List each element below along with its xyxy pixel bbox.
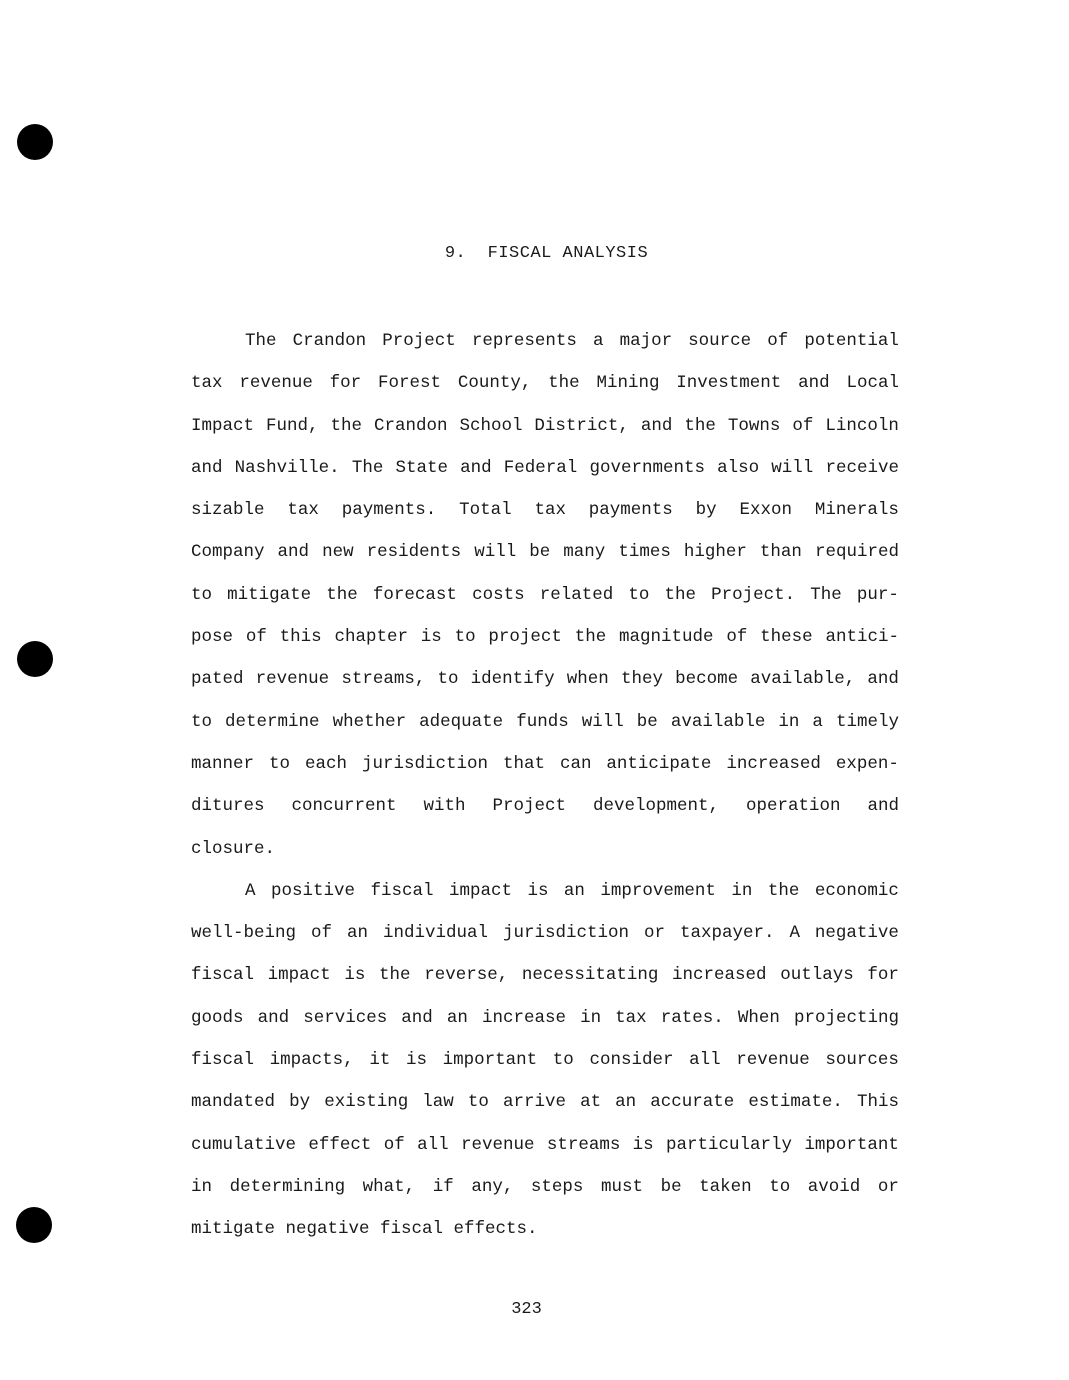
word: a — [812, 711, 823, 732]
word: economic — [814, 880, 899, 901]
word: concurrent — [291, 796, 397, 817]
word: residents — [366, 542, 462, 563]
word: must — [600, 1176, 643, 1197]
word: project — [488, 627, 562, 648]
word: the — [330, 415, 362, 436]
word: they — [620, 669, 663, 690]
text-line — [191, 362, 899, 404]
word: can — [559, 753, 592, 774]
text-line — [191, 1124, 899, 1166]
word: the — [548, 373, 580, 394]
word: determining — [229, 1176, 346, 1197]
word: negative — [285, 1219, 370, 1240]
punch-hole — [17, 641, 53, 677]
word: Project. — [711, 584, 796, 605]
word: fiscal — [191, 1050, 255, 1071]
word: antici- — [825, 627, 899, 648]
word: to — [268, 753, 290, 774]
word: is — [420, 627, 442, 648]
word: pur- — [856, 584, 899, 605]
word: Federal — [503, 457, 578, 478]
word: impact — [267, 965, 331, 986]
word: when — [566, 669, 609, 690]
word: Project — [382, 331, 456, 351]
word: avoid — [807, 1176, 861, 1197]
word: related — [539, 584, 614, 605]
word: and — [867, 796, 899, 817]
text-line — [191, 870, 899, 912]
word: higher — [683, 542, 747, 563]
word: all — [417, 1134, 449, 1155]
word: closure. — [191, 838, 276, 859]
chapter-heading: 9. FISCAL ANALYSIS — [444, 244, 649, 263]
word: consider — [589, 1050, 674, 1071]
text-line — [191, 743, 899, 785]
word: anticipate — [606, 753, 712, 774]
word: potential — [804, 331, 899, 351]
word: in — [580, 1007, 602, 1028]
word: impact — [448, 880, 512, 901]
word: Nashville. — [234, 457, 340, 478]
word: steps — [530, 1176, 584, 1197]
word: the — [767, 880, 800, 901]
word: jurisdiction — [502, 923, 629, 944]
word: School — [459, 415, 523, 436]
word: well-being — [191, 923, 297, 944]
word: manner — [191, 753, 255, 774]
word: County, — [457, 373, 532, 394]
word: to — [467, 1092, 489, 1113]
paragraph-2 — [191, 870, 899, 1251]
word: with — [423, 796, 466, 817]
word: Mining — [596, 373, 660, 394]
word: of — [311, 923, 333, 944]
word: all — [689, 1050, 721, 1071]
word: an — [615, 1092, 637, 1113]
word: the — [326, 584, 358, 605]
word: Project — [492, 796, 566, 817]
word: this — [279, 627, 322, 648]
word: the — [684, 415, 716, 436]
text-line — [191, 828, 899, 870]
word: an — [346, 923, 368, 944]
word: by — [695, 500, 717, 521]
word: whether — [332, 711, 407, 732]
word: in — [191, 1176, 213, 1197]
word: for — [867, 965, 899, 986]
word: individual — [382, 923, 488, 944]
word: reverse, — [424, 965, 509, 986]
text-line — [191, 997, 899, 1039]
word: increased — [672, 965, 767, 986]
word: expen- — [835, 753, 899, 774]
text-line — [191, 1081, 899, 1123]
word: each — [304, 753, 347, 774]
word: be — [529, 542, 551, 563]
word: Minerals — [814, 500, 899, 521]
word: that — [502, 753, 545, 774]
word: in — [778, 711, 800, 732]
word: the — [379, 965, 411, 986]
word: of — [767, 331, 789, 351]
word: will — [771, 457, 814, 478]
word: identify — [470, 669, 555, 690]
word: timely — [835, 711, 899, 732]
word: these — [760, 627, 813, 648]
word: important — [442, 1050, 538, 1071]
word: positive — [270, 880, 355, 901]
text-line — [191, 574, 899, 616]
word: outlays — [780, 965, 854, 986]
text-line — [191, 1208, 899, 1250]
text-line — [191, 447, 899, 489]
word: operation — [745, 796, 841, 817]
word: revenue — [460, 1134, 535, 1155]
word: new — [322, 542, 354, 563]
word: many — [563, 542, 606, 563]
word: funds — [516, 711, 569, 732]
word: taxpayer. — [679, 923, 775, 944]
text-line — [191, 912, 899, 954]
word: is — [405, 1050, 427, 1071]
text-line — [191, 531, 899, 573]
word: increased — [726, 753, 821, 774]
word: payments. — [341, 500, 437, 521]
word: fiscal — [370, 880, 434, 901]
word: and — [277, 542, 310, 563]
text-line — [191, 701, 899, 743]
word: or — [877, 1176, 899, 1197]
word: governments — [589, 457, 705, 478]
word: major — [619, 331, 673, 351]
word: to — [437, 669, 459, 690]
word: development, — [592, 796, 719, 817]
word: to — [191, 711, 213, 732]
word: is — [527, 880, 549, 901]
word: taken — [699, 1176, 752, 1197]
word: for — [329, 373, 362, 394]
word: rates. — [660, 1007, 724, 1028]
punch-hole — [16, 1207, 52, 1243]
word: arrive — [502, 1092, 566, 1113]
word: When — [737, 1007, 780, 1028]
word: of — [792, 415, 814, 436]
word: at — [580, 1092, 602, 1113]
word: times — [618, 542, 671, 563]
word: Total — [459, 500, 512, 521]
word: of — [726, 627, 748, 648]
word: will — [581, 711, 624, 732]
word: costs — [472, 584, 525, 605]
word: of — [245, 627, 267, 648]
word: available — [670, 711, 766, 732]
word: A — [789, 923, 800, 944]
word: to — [769, 1176, 791, 1197]
word: Forest — [377, 373, 441, 394]
word: improvement — [600, 880, 716, 901]
word: revenue — [239, 373, 313, 394]
word: tax — [615, 1007, 647, 1028]
word: will — [474, 542, 517, 563]
word: effects. — [453, 1219, 538, 1240]
word: forecast — [372, 584, 457, 605]
word: magnitude — [619, 627, 714, 648]
text-line — [191, 616, 899, 658]
word: is — [344, 965, 366, 986]
word: negative — [814, 923, 899, 944]
word: an — [563, 880, 585, 901]
text-line — [191, 1166, 899, 1208]
text-line — [191, 658, 899, 700]
word: to — [191, 584, 213, 605]
word: be — [660, 1176, 682, 1197]
word: tax — [287, 500, 319, 521]
word: if — [432, 1176, 454, 1197]
text-line — [191, 405, 899, 447]
word: to — [628, 584, 650, 605]
word: a — [592, 331, 604, 351]
word: existing — [324, 1092, 409, 1113]
word: and — [640, 415, 673, 436]
word: of — [383, 1134, 405, 1155]
word: District, — [534, 415, 629, 436]
word: The — [245, 331, 277, 351]
word: become — [675, 669, 739, 690]
word: tax — [191, 373, 223, 394]
word: fiscal — [380, 1219, 444, 1240]
word: The — [810, 584, 842, 605]
word: an — [446, 1007, 468, 1028]
word: mitigate — [227, 584, 312, 605]
word: to — [454, 627, 476, 648]
text-line — [191, 785, 899, 827]
word: tax — [534, 500, 566, 521]
word: Company — [191, 542, 265, 563]
word: Impact — [191, 415, 255, 436]
word: Crandon — [373, 415, 448, 436]
word: required — [814, 542, 899, 563]
word: receive — [825, 457, 899, 478]
word: increase — [481, 1007, 566, 1028]
body-text — [191, 320, 899, 1251]
word: pose — [191, 627, 234, 648]
word: revenue — [736, 1050, 810, 1071]
word: State — [395, 457, 448, 478]
word: and — [191, 457, 223, 478]
word: or — [643, 923, 665, 944]
word: Local — [846, 373, 899, 394]
word: chapter — [334, 627, 408, 648]
word: source — [688, 331, 752, 351]
word: This — [856, 1092, 899, 1113]
word: payments — [588, 500, 673, 521]
word: A — [245, 880, 256, 901]
word: to — [552, 1050, 574, 1071]
punch-hole — [17, 124, 53, 160]
text-line — [191, 489, 899, 531]
word: determine — [225, 711, 320, 732]
word: effect — [308, 1134, 372, 1155]
word: impacts, — [269, 1050, 354, 1071]
word: necessitating — [521, 965, 659, 986]
word: particularly — [666, 1134, 793, 1155]
word: mandated — [191, 1092, 276, 1113]
word: ditures — [191, 796, 265, 817]
word: mitigate — [191, 1219, 276, 1240]
word: important — [804, 1134, 899, 1155]
word: projecting — [793, 1007, 899, 1028]
word: Towns — [727, 415, 781, 436]
word: estimate. — [748, 1092, 843, 1113]
word: streams — [546, 1134, 621, 1155]
word: by — [289, 1092, 311, 1113]
word: Lincoln — [825, 415, 899, 436]
text-line — [191, 954, 899, 996]
word: and — [798, 373, 830, 394]
word: The — [351, 457, 384, 478]
word: streams, — [341, 669, 426, 690]
text-line — [191, 320, 899, 362]
word: accurate — [650, 1092, 735, 1113]
word: and — [401, 1007, 433, 1028]
word: available, — [750, 669, 856, 690]
page-number: 323 — [511, 1300, 542, 1319]
word: revenue — [255, 669, 330, 690]
word: fiscal — [191, 965, 255, 986]
word: Investment — [676, 373, 782, 394]
word: and — [867, 669, 899, 690]
word: law — [422, 1092, 454, 1113]
word: sizable — [191, 500, 265, 521]
text-line — [191, 1039, 899, 1081]
word: the — [664, 584, 696, 605]
word: is — [632, 1134, 654, 1155]
word: it — [369, 1050, 391, 1071]
word: Exxon — [739, 500, 793, 521]
word: cumulative — [191, 1134, 297, 1155]
word: services — [303, 1007, 388, 1028]
paragraph-1 — [191, 320, 899, 870]
word: the — [574, 627, 607, 648]
word: goods — [191, 1007, 244, 1028]
word: what, — [362, 1176, 416, 1197]
word: pated — [191, 669, 244, 690]
word: any, — [471, 1176, 514, 1197]
word: and — [460, 457, 492, 478]
word: and — [257, 1007, 290, 1028]
word: represents — [471, 331, 577, 351]
word: also — [717, 457, 760, 478]
word: Crandon — [292, 331, 367, 351]
word: Fund, — [265, 415, 319, 436]
word: than — [759, 542, 802, 563]
word: in — [731, 880, 753, 901]
word: adequate — [419, 711, 504, 732]
word: jurisdiction — [361, 753, 488, 774]
word: be — [636, 711, 658, 732]
word: sources — [825, 1050, 899, 1071]
